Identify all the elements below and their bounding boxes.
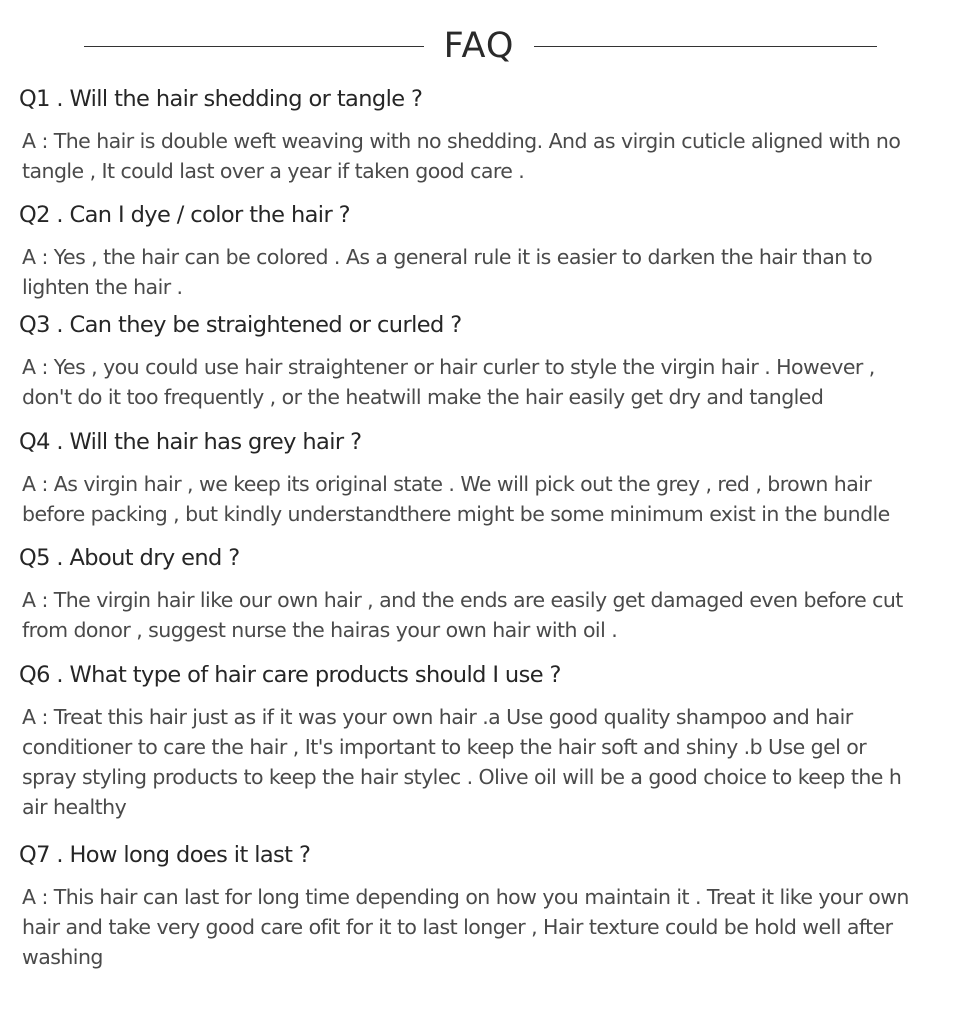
- faq-answer: [22, 126, 946, 186]
- faq-answer: [22, 702, 946, 822]
- faq-answer: [22, 882, 946, 972]
- faq-question: Q6 . What type of hair care products should I use ?: [19, 662, 561, 688]
- faq-header: [0, 22, 960, 72]
- answer-line: hair and take very good care ofit for it to last longer , Hair texture could be hold well after: [22, 915, 893, 939]
- faq-question: Q5 . About dry end ?: [19, 545, 240, 571]
- answer-line: spray styling products to keep the hair stylec . Olive oil will be a good choice to keep the h: [22, 765, 902, 789]
- answer-line: conditioner to care the hair , It's important to keep the hair soft and shiny .b Use gel or: [22, 735, 867, 759]
- faq-question: Q1 . Will the hair shedding or tangle ?: [19, 86, 423, 112]
- answer-line: tangle , It could last over a year if taken good care .: [22, 159, 525, 183]
- faq-question: Q4 . Will the hair has grey hair ?: [19, 429, 362, 455]
- answer-line: A : This hair can last for long time depending on how you maintain it . Treat it like your own: [22, 885, 909, 909]
- faq-answer: [22, 242, 946, 302]
- header-divider-left: [84, 46, 424, 47]
- answer-line: air healthy: [22, 795, 127, 819]
- page-title: FAQ: [443, 26, 515, 66]
- answer-line: A : Treat this hair just as if it was your own hair .a Use good quality shampoo and hair: [22, 705, 853, 729]
- answer-line: A : Yes , the hair can be colored . As a general rule it is easier to darken the hair than to: [22, 245, 873, 269]
- header-divider-right: [534, 46, 877, 47]
- answer-line: A : Yes , you could use hair straightener or hair curler to style the virgin hair . However ,: [22, 355, 875, 379]
- faq-question: Q7 . How long does it last ?: [19, 842, 311, 868]
- answer-line: from donor , suggest nurse the hairas your own hair with oil .: [22, 618, 618, 642]
- answer-line: A : As virgin hair , we keep its original state . We will pick out the grey , red , brown hair: [22, 472, 872, 496]
- faq-answer: [22, 469, 946, 529]
- faq-question: Q2 . Can I dye / color the hair ?: [19, 202, 350, 228]
- answer-line: before packing , but kindly understandthere might be some minimum exist in the bundle: [22, 502, 890, 526]
- faq-answer: [22, 585, 946, 645]
- answer-line: A : The hair is double weft weaving with no shedding. And as virgin cuticle aligned with no: [22, 129, 901, 153]
- answer-line: lighten the hair .: [22, 275, 183, 299]
- answer-line: washing: [22, 945, 103, 969]
- answer-line: A : The virgin hair like our own hair , and the ends are easily get damaged even before cut: [22, 588, 903, 612]
- faq-question: Q3 . Can they be straightened or curled ?: [19, 312, 462, 338]
- answer-line: don't do it too frequently , or the heatwill make the hair easily get dry and tangled: [22, 385, 824, 409]
- faq-answer: [22, 352, 946, 412]
